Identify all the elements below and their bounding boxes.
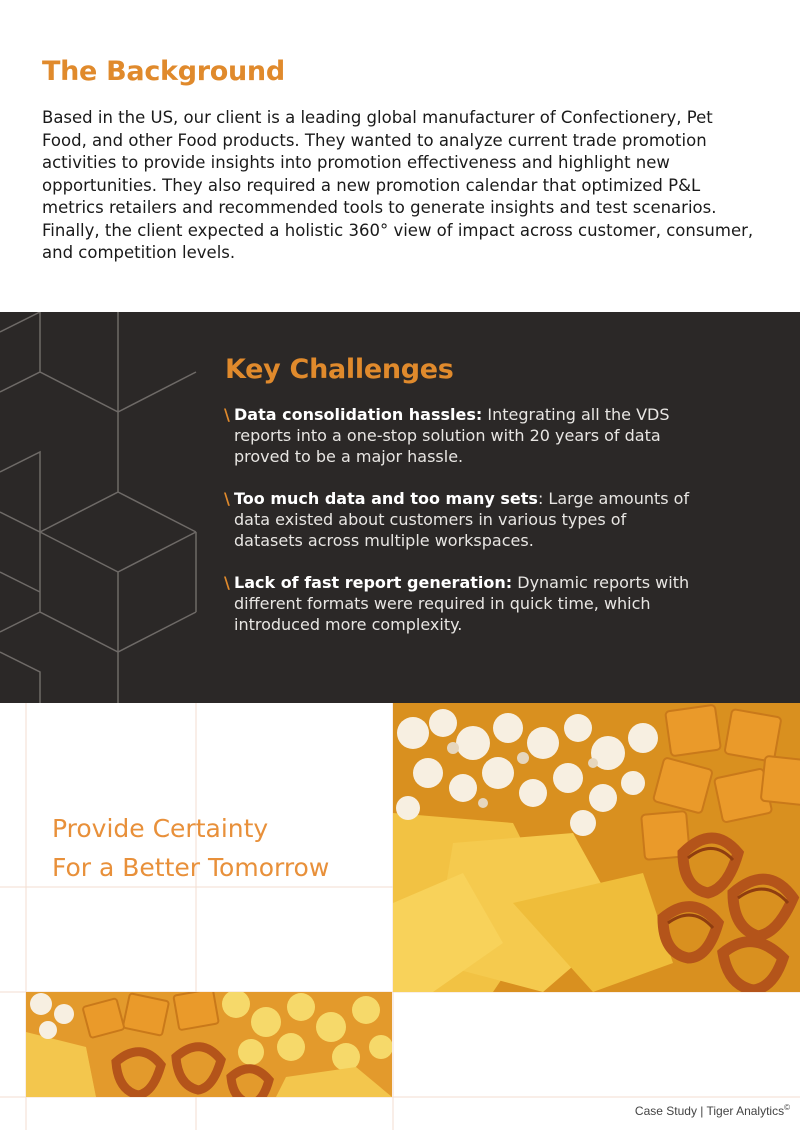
snack-photo-large (393, 703, 800, 992)
challenge-heading: Too much data and too many sets (234, 489, 538, 508)
footer (635, 1103, 790, 1118)
slash-bullet-icon: \ (224, 405, 230, 424)
slash-bullet-icon: \ (224, 573, 230, 592)
snack-photo-small (26, 992, 392, 1097)
challenge-item (224, 404, 694, 467)
tagline (52, 809, 329, 887)
challenge-text: : Large amounts of data existed about customers in various types of datasets across multiple workspaces. (234, 489, 690, 550)
tagline-line-1: Provide Certainty (52, 814, 269, 843)
hexagon-line-pattern (0, 312, 200, 703)
footer-text: Case Study | Tiger Analytics (634, 1104, 785, 1118)
background-title: The Background (42, 56, 285, 87)
challenge-item (224, 572, 694, 635)
tagline-line-2: For a Better Tomorrow (52, 853, 330, 882)
key-challenges-title: Key Challenges (225, 354, 454, 385)
challenge-heading: Lack of fast report generation: (234, 573, 513, 592)
challenge-text: Integrating all the VDS reports into a one-stop solution with 20 years of data proved to be a major hassle. (234, 405, 670, 466)
tagline-section (0, 703, 800, 1130)
copyright-mark: © (784, 1103, 790, 1112)
background-section (0, 0, 800, 312)
challenge-item (224, 488, 694, 551)
background-body: Based in the US, our client is a leading global manufacturer of Confectionery, Pet Food, and other Food products. They wanted to analyze current trade promotion activities to provide insights into promotion effectiveness and highlight new opportunities. They also required a new promotion calendar that optimized P&L metrics retailers and recommended tools to generate insights and test scenarios. Finally, the client expected a holistic 360° view of impact across customer, consumer, and competition levels. (42, 108, 754, 262)
slash-bullet-icon: \ (224, 489, 230, 508)
challenge-text: Dynamic reports with different formats were required in quick time, which introduced more complexity. (234, 573, 690, 634)
challenge-heading: Data consolidation hassles: (234, 405, 483, 424)
key-challenges-section (0, 312, 800, 703)
